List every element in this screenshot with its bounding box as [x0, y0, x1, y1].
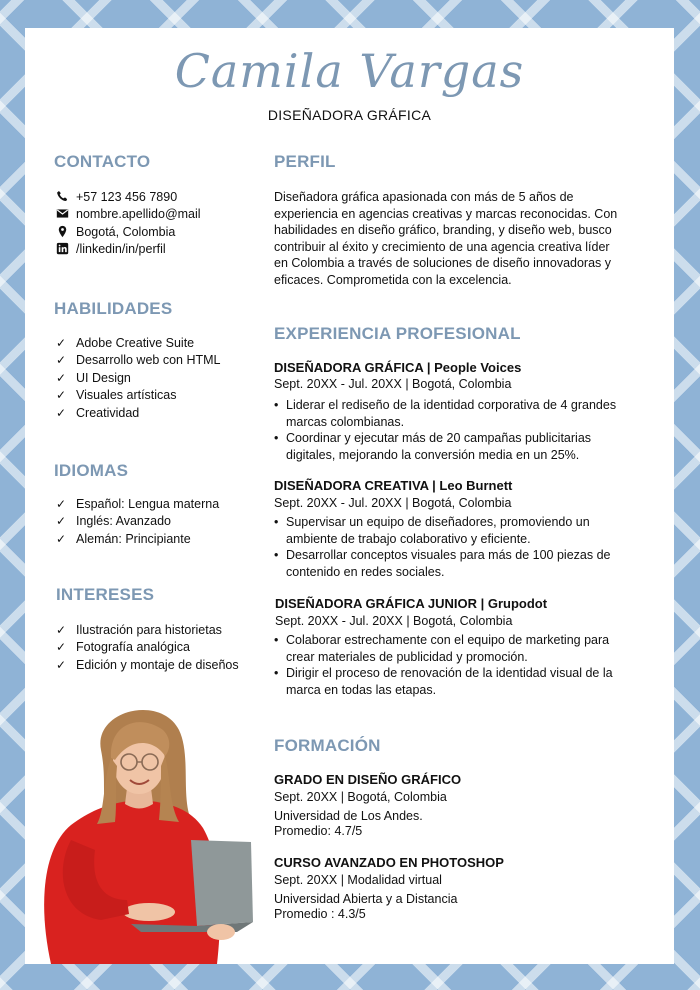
job-bullets	[274, 397, 634, 463]
language-text: Alemán: Principiante	[76, 531, 191, 546]
candidate-role: DISEÑADORA GRÁFICA	[267, 107, 432, 123]
contact-location-text: Bogotá, Colombia	[76, 224, 176, 239]
job-meta: Sept. 20XX - Jul. 20XX | Bogotá, Colombia	[274, 496, 512, 510]
check-icon: ✓	[56, 640, 67, 655]
list-item	[56, 639, 239, 657]
list-item	[56, 404, 221, 422]
job-title: DISEÑADORA GRÁFICA | People Voices	[274, 360, 522, 375]
list-item	[56, 621, 239, 639]
languages-list	[56, 495, 219, 548]
list-item: • Desarrollar conceptos visuales para más de 100 piezas de contenido en redes sociales.	[274, 547, 634, 580]
profile-heading: PERFIL	[274, 152, 336, 171]
list-item: • Liderar el rediseño de la identidad corporativa de 4 grandes marcas colombianas.	[274, 397, 634, 430]
check-icon: ✓	[56, 514, 67, 529]
education-grade: Promedio : 4.3/5	[274, 907, 366, 921]
language-text: Español: Lengua materna	[76, 496, 220, 511]
right-hand	[207, 924, 235, 940]
interests-heading: INTERESES	[56, 585, 155, 604]
interest-text: Ilustración para historietas	[76, 622, 222, 637]
education-title: GRADO EN DISEÑO GRÁFICO	[274, 772, 462, 787]
skill-text: Visuales artísticas	[76, 388, 177, 403]
list-item	[56, 369, 221, 387]
contact-location	[56, 223, 201, 241]
education-school: Universidad Abierta y a Distancia	[274, 892, 458, 906]
job-meta: Sept. 20XX - Jul. 20XX | Bogotá, Colombia	[274, 377, 512, 391]
skill-text: Creatividad	[76, 405, 140, 420]
contact-linkedin-text: /linkedin/in/perfil	[76, 242, 166, 257]
profile-photo	[31, 700, 261, 964]
job-title: DISEÑADORA GRÁFICA JUNIOR | Grupodot	[275, 596, 548, 611]
education-meta: Sept. 20XX | Modalidad virtual	[274, 873, 442, 887]
laptop-lid	[191, 840, 253, 926]
language-text: Inglés: Avanzado	[76, 514, 171, 529]
list-item	[56, 530, 219, 548]
contact-phone-text: +57 123 456 7890	[76, 189, 178, 204]
profile-text: Diseñadora gráfica apasionada con más de 5 años de experiencia en agencias creativas y marcas reconocidas. Con habilidades en diseño gráfico, branding, y diseño web, busco contribuir al éxito y crecimiento de una agencia creativa líder en Colombia a través de soluciones de diseño innovadoras y eficaces. Comprometida con la excelencia.	[274, 190, 618, 287]
check-icon: ✓	[56, 353, 67, 368]
skill-text: Adobe Creative Suite	[76, 335, 195, 350]
check-icon: ✓	[56, 622, 67, 637]
languages-heading: IDIOMAS	[54, 461, 129, 480]
check-icon: ✓	[56, 335, 67, 350]
experience-heading: EXPERIENCIA PROFESIONAL	[274, 324, 521, 343]
contact-email	[56, 206, 201, 224]
skills-heading: HABILIDADES	[54, 299, 173, 318]
list-item: • Dirigir el proceso de renovación de la identidad visual de la marca en todas las etapas.	[274, 665, 634, 698]
education-meta: Sept. 20XX | Bogotá, Colombia	[274, 790, 447, 804]
skills-list	[56, 334, 221, 422]
left-hand	[123, 903, 175, 921]
skill-text: Desarrollo web con HTML	[76, 353, 221, 368]
linkedin-icon	[56, 242, 70, 256]
check-icon: ✓	[56, 405, 67, 420]
list-item	[56, 656, 239, 674]
interest-text: Edición y montaje de diseños	[76, 657, 239, 672]
interest-text: Fotografía analógica	[76, 640, 190, 655]
check-icon: ✓	[56, 388, 67, 403]
contact-phone	[56, 188, 201, 206]
list-item: • Supervisar un equipo de diseñadores, promoviendo un ambiente de trabajo colaborativo y eficiente.	[274, 514, 634, 547]
list-item	[56, 334, 221, 352]
job-title: DISEÑADORA CREATIVA | Leo Burnett	[274, 478, 513, 493]
phone-icon	[56, 190, 70, 204]
education-title: CURSO AVANZADO EN PHOTOSHOP	[274, 855, 504, 870]
contact-heading: CONTACTO	[54, 152, 151, 171]
job-bullets	[274, 632, 634, 698]
check-icon: ✓	[56, 657, 67, 672]
check-icon: ✓	[56, 531, 67, 546]
interests-list	[56, 621, 239, 674]
contact-email-text: nombre.apellido@mail	[76, 207, 201, 222]
location-icon	[56, 225, 70, 239]
job-bullets	[274, 514, 634, 580]
list-item: • Colaborar estrechamente con el equipo de marketing para crear materiales de publicidad y promoción.	[274, 632, 634, 665]
education-heading: FORMACIÓN	[274, 736, 381, 755]
resume-sheet	[25, 28, 674, 964]
list-item	[56, 387, 221, 405]
check-icon: ✓	[56, 370, 67, 385]
list-item	[56, 495, 219, 513]
check-icon: ✓	[56, 496, 67, 511]
education-grade: Promedio: 4.7/5	[274, 824, 363, 838]
list-item: • Coordinar y ejecutar más de 20 campañas publicitarias digitales, mejorando la conversión media en un 25%.	[274, 430, 634, 463]
mail-icon	[56, 207, 70, 221]
list-item	[56, 352, 221, 370]
list-item	[56, 513, 219, 531]
education-school: Universidad de Los Andes.	[274, 809, 423, 823]
candidate-name: Camila Vargas	[174, 44, 525, 98]
contact-linkedin	[56, 241, 201, 259]
contact-list	[56, 188, 201, 258]
skill-text: UI Design	[76, 370, 131, 385]
job-meta: Sept. 20XX - Jul. 20XX | Bogotá, Colombia	[275, 614, 513, 628]
